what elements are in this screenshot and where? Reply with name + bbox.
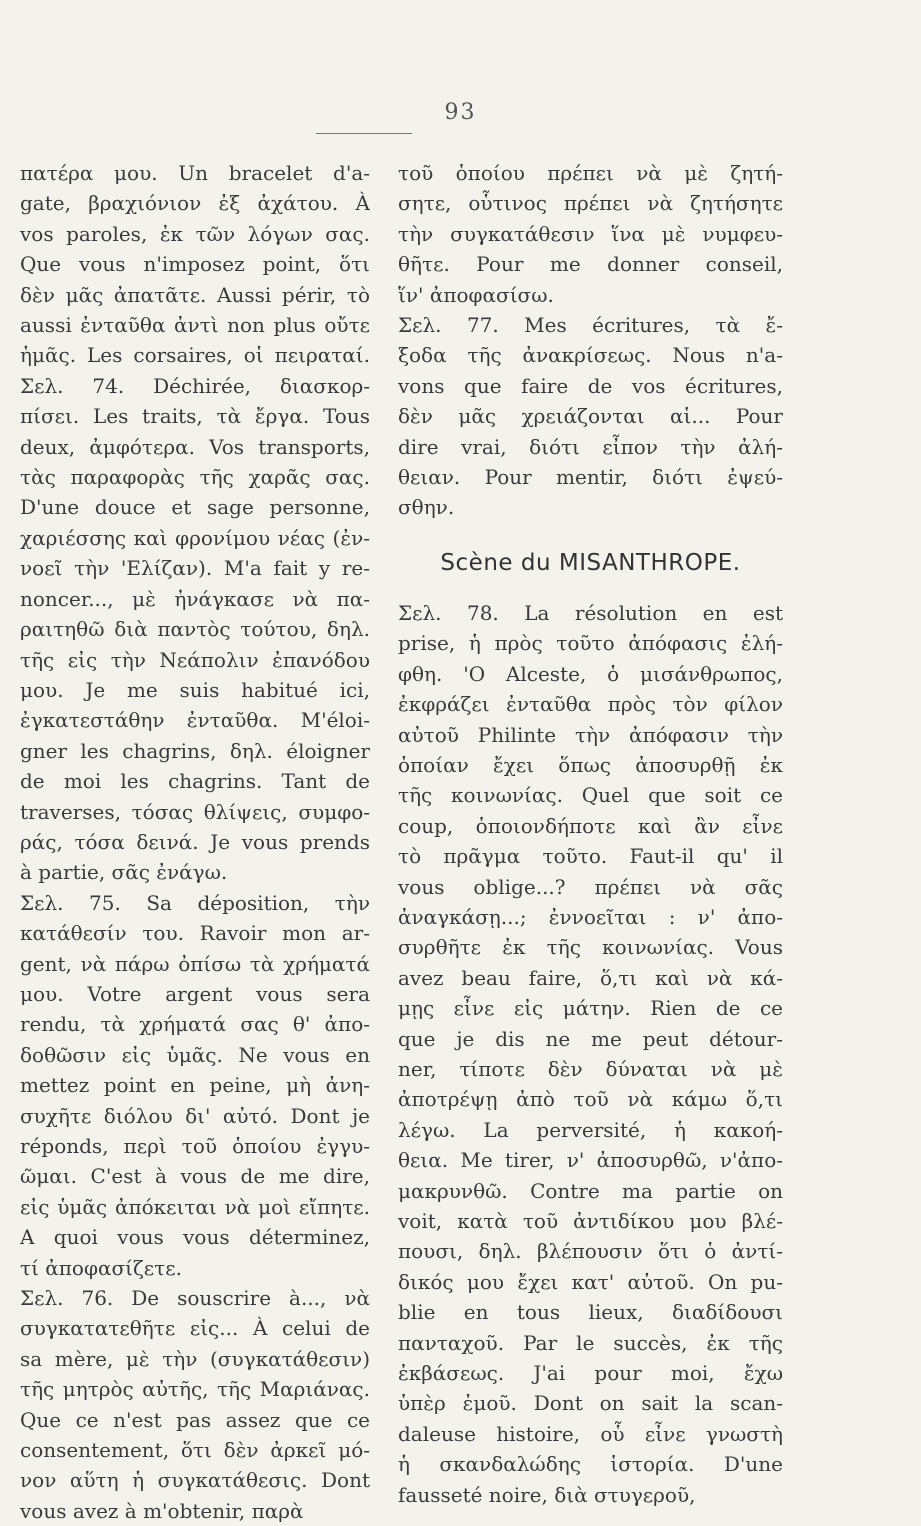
text-line: φθη. 'Ο Alceste, ὁ μισάνθρωπος, <box>398 661 783 686</box>
text-line: A quoi vous vous déterminez, <box>20 1225 370 1250</box>
text-line: δὲν μᾶς ἀπατᾶτε. Aussi périr, τὸ <box>20 282 370 307</box>
text-line: ner, τίποτε δὲν δύναται νὰ μὲ <box>398 1056 783 1081</box>
text-line: συγκατατεθῆτε εἰς... À celui de <box>20 1316 370 1341</box>
text-line: κατάθεσίν του. Ravoir mon ar- <box>20 921 370 946</box>
page-number: 93 <box>444 100 477 125</box>
text-line: de moi les chagrins. Tant de <box>20 769 370 794</box>
text-line: consentement, ὅτι δὲν ἀρκεῖ μό- <box>20 1438 370 1463</box>
text-line: τῆς μητρὸς αὐτῆς, τῆς Μαριάνας. <box>20 1377 370 1402</box>
text-line: μῃς εἶνε εἰς μάτην. Rien de ce <box>398 996 783 1021</box>
text-line: ἀποτρέψῃ ἀπὸ τοῦ νὰ κάμω ὅ,τι <box>398 1087 783 1112</box>
text-line: θεια. Me tirer, ν' ἀποσυρθῶ, ν'ἀπο- <box>398 1148 783 1173</box>
page-number-rule <box>316 133 412 134</box>
text-line: voit, κατὰ τοῦ ἀντιδίκου μου βλέ- <box>398 1209 783 1233</box>
text-line: dire vrai, διότι εἶπον τὴν ἀλή- <box>398 434 783 459</box>
text-line: vons que faire de vos écritures, <box>398 373 783 398</box>
text-line: ἡ σκανδαλώδης ἱστορία. D'une <box>398 1452 783 1477</box>
text-line: ραιτηθῶ διὰ παντὸς τούτου, δηλ. <box>20 617 370 642</box>
text-line: Σελ. 76. De souscrire à..., νὰ <box>20 1286 370 1311</box>
text-line: vos paroles, ἐκ τῶν λόγων σας. <box>20 221 370 246</box>
text-line: εἰς ὑμᾶς ἀπόκειται νὰ μοὶ εἴπητε. <box>20 1194 370 1219</box>
text-line: πουσι, δηλ. βλέπουσιν ὅτι ὁ ἀντί- <box>398 1239 783 1264</box>
text-line: avez beau faire, ὅ,τι καὶ νὰ κά- <box>398 965 783 990</box>
text-line: σητε, οὗτινος πρέπει νὰ ζητήσητε <box>398 191 783 216</box>
text-line: Que ce n'est pas assez que ce <box>20 1407 370 1432</box>
text-line: τὸ πρᾶγμα τοῦτο. Faut-il qu' il <box>398 844 783 869</box>
text-line: πανταχοῦ. Par le succès, ἐκ τῆς <box>398 1330 783 1355</box>
text-line: δὲν μᾶς χρειάζονται αἱ... Pour <box>398 404 783 429</box>
text-line: vous avez à m'obtenir, παρὰ <box>20 1498 304 1523</box>
text-line: ἵν' ἀποφασίσω. <box>398 282 554 307</box>
text-line: τῆς κοινωνίας. Quel que soit ce <box>398 783 783 808</box>
text-line: ῶμαι. C'est à vous de me dire, <box>20 1164 370 1189</box>
text-line: μου. Je me suis habitué ici, <box>20 677 370 702</box>
left-column <box>20 158 370 1526</box>
text-line: ἡμᾶς. Les corsaires, οἱ πειραταί. <box>20 343 370 368</box>
text-line: prise, ἡ πρὸς τοῦτο ἀπόφασις ἐλή- <box>398 631 783 656</box>
text-line: blie en tous lieux, διαδίδουσι <box>398 1300 783 1325</box>
text-line: ξοδα τῆς ἀνακρίσεως. Nous n'a- <box>398 343 783 368</box>
text-line: τί ἀποφασίζετε. <box>20 1255 182 1280</box>
text-line: δικός μου ἔχει κατ' αὐτοῦ. On pu- <box>398 1269 783 1294</box>
text-line: Σελ. 75. Sa déposition, τὴν <box>20 890 370 915</box>
text-line: νον αὕτη ἡ συγκατάθεσις. Dont <box>20 1468 370 1493</box>
text-line: gner les chagrins, δηλ. éloigner <box>20 738 370 763</box>
text-line: rendu, τὰ χρήματά σας θ' ἀπο- <box>20 1012 370 1037</box>
text-line: ὑπὲρ ἐμοῦ. Dont on sait la scan- <box>398 1391 783 1416</box>
text-line: gent, νὰ πάρω ὀπίσω τὰ χρήματά <box>20 951 370 976</box>
text-line: gate, βραχιόνιον ἐξ ἀχάτου. À <box>20 191 370 216</box>
text-line: νοεῖ τὴν 'Ελίζαν). M'a fait y re- <box>20 556 370 581</box>
text-line: Σελ. 78. La résolution en est <box>398 600 783 625</box>
text-line: μου. Votre argent vous sera <box>20 981 370 1006</box>
text-line: D'une douce et sage personne, <box>20 495 370 520</box>
text-line: ἀναγκάσῃ...; ἐννοεῖται : ν' ἀπο- <box>398 904 783 929</box>
text-line: τὴν συγκατάθεσιν ἵνα μὲ νυμφευ- <box>398 221 783 246</box>
text-line: réponds, περὶ τοῦ ὁποίου ἐγγυ- <box>20 1134 370 1158</box>
text-line: mettez point en peine, μὴ ἀνη- <box>20 1073 370 1098</box>
text-line: ἐκβάσεως. J'ai pour moi, ἔχω <box>398 1361 783 1386</box>
text-line: aussi ἐνταῦθα ἀντὶ non plus οὔτε <box>20 313 370 338</box>
text-line: λέγω. La perversité, ἡ κακοή- <box>398 1117 783 1142</box>
text-line: συχῆτε διόλου δι' αὐτό. Dont je <box>20 1103 370 1128</box>
text-line: Σελ. 74. Déchirée, διασκορ- <box>20 373 370 398</box>
text-line: daleuse histoire, οὗ εἶνε γνωστὴ <box>398 1421 783 1446</box>
text-line: θειαν. Pour mentir, διότι ἐψεύ- <box>398 465 783 490</box>
text-line: Σελ. 77. Mes écritures, τὰ ἔ- <box>398 313 783 338</box>
text-line: traverses, τόσας θλίψεις, συμφο- <box>20 799 370 824</box>
text-line: fausseté noire, διὰ στυγεροῦ, <box>398 1482 696 1507</box>
text-line: τοῦ ὁποίου πρέπει νὰ μὲ ζητή- <box>398 161 783 185</box>
text-line: μακρυνθῶ. Contre ma partie on <box>398 1178 783 1203</box>
text-line: πατέρα μου. Un bracelet d'a- <box>20 161 370 185</box>
text-line: πίσει. Les traits, τὰ ἔργα. Tous <box>20 404 370 429</box>
text-line: τῆς εἰς τὴν Νεάπολιν ἐπανόδου <box>20 647 370 672</box>
text-line: αὐτοῦ Philinte τὴν ἀπόφασιν τὴν <box>398 722 783 747</box>
text-line: ὁποίαν ἔχει ὅπως ἀποσυρθῇ ἐκ <box>398 752 783 777</box>
right-column <box>398 158 783 1510</box>
text-line: ράς, τόσα δεινά. Je vous prends <box>20 829 370 854</box>
text-line: θῆτε. Pour me donner conseil, <box>398 252 783 277</box>
text-line: sa mère, μὲ τὴν (συγκατάθεσιν) <box>20 1346 370 1371</box>
section-heading: Scène du MISANTHROPE. <box>440 549 741 576</box>
text-line: ἐγκατεστάθην ἐνταῦθα. M'éloi- <box>20 708 370 733</box>
text-line: σθην. <box>398 495 455 520</box>
text-line: ἐκφράζει ἐνταῦθα πρὸς τὸν φίλον <box>398 692 783 717</box>
text-line: Que vous n'imposez point, ὅτι <box>20 252 370 277</box>
text-line: que je dis ne me peut détour- <box>398 1026 783 1051</box>
text-line: δοθῶσιν εἰς ὑμᾶς. Ne vous en <box>20 1042 370 1067</box>
text-line: τὰς παραφορὰς τῆς χαρᾶς σας. <box>20 465 370 490</box>
text-line: χαριέσσης καὶ φρονίμου νέας (ἐν- <box>20 525 370 550</box>
text-line: deux, ἀμφότερα. Vos transports, <box>20 434 370 459</box>
text-line: coup, ὁποιονδήποτε καὶ ἂν εἶνε <box>398 813 783 838</box>
text-line: συρθῆτε ἐκ τῆς κοινωνίας. Vous <box>398 935 783 960</box>
text-line: vous oblige...? πρέπει νὰ σᾶς <box>398 874 783 899</box>
text-line: à partie, σᾶς ἐνάγω. <box>20 860 228 885</box>
text-line: noncer..., μὲ ἠνάγκασε νὰ πα- <box>20 586 370 611</box>
